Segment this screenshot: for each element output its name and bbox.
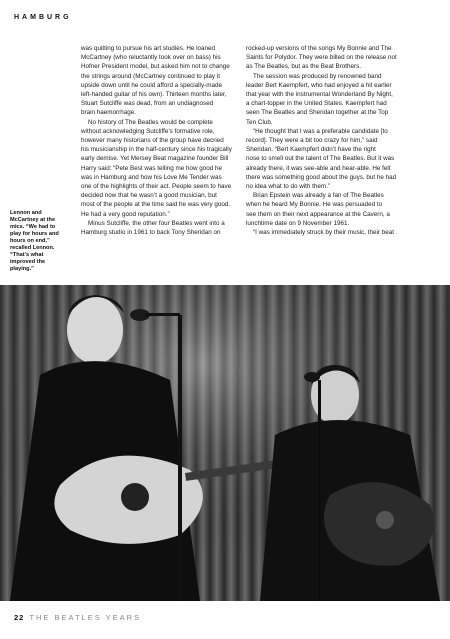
text-line: record]. They were a bit too crazy for him,” said: [246, 137, 378, 145]
text-line: McCartney (who reluctantly took over on bass) his: [81, 54, 221, 62]
text-line: Minus Sutcliffe, the other four Beatles went into a: [88, 219, 225, 227]
text-line: rocked-up versions of the songs My Bonnie and The: [246, 45, 392, 52]
text-line: there was something good about the guys, but he had: [246, 173, 397, 181]
text-line: Hamburg studio in 1961 to back Tony Sheridan on: [81, 229, 221, 237]
text-line: lunchtime date on 9 November 1961.: [246, 219, 350, 227]
text-line: nose to smell out the talent of The Beatles. But it was: [246, 155, 395, 163]
caption-line: McCartney at the: [10, 217, 56, 223]
text-line: was quitting to pursue his art studies. He loaned: [81, 45, 216, 52]
text-line: left-handed guitar of his own). Thirteen months later,: [81, 91, 227, 99]
text-line: that year with the instrumental Wonderland By Night,: [246, 91, 393, 99]
text-line: Harry said: “Pete Best was telling me how good he: [81, 164, 223, 172]
text-line: already there, it was see-able and hear-able. He felt: [246, 164, 391, 172]
caption-line: hours on end,”: [10, 238, 50, 244]
page-number: 22: [14, 613, 25, 622]
text-line: when he heard My Bonnie. He was persuaded to: [246, 201, 383, 209]
caption-line: “That’s what: [10, 252, 44, 258]
text-line: was in Hamburg and how his Love Me Tender was: [81, 173, 222, 181]
text-line: one of the highlights of their act. People seem to have: [81, 183, 232, 191]
text-line: however many historians of the group have decried: [81, 137, 224, 145]
text-line: Stuart Sutcliffe was dead, from an undiagnosed: [81, 100, 214, 108]
text-line: Hofner President model, but asked him not to change: [81, 63, 230, 71]
text-line: no idea what to do with them.”: [246, 183, 331, 191]
text-line: without acknowledging Sutcliffe’s formative role,: [81, 127, 215, 135]
text-line: most of the people at the time said he was very good.: [81, 201, 231, 209]
text-line: seen The Beatles and Sheridan together at the Top: [246, 109, 389, 117]
text-line: Sheridan. “Bert Kaempfert didn’t have the right: [246, 146, 376, 154]
caption-line: Lennon and: [10, 210, 42, 216]
text-line: upside down until he could afford a specially-made: [81, 81, 222, 89]
text-line: his musicianship in the half-century since his tragically: [81, 146, 232, 154]
text-line: as The Beatles, but as the Beat Brothers.: [246, 63, 362, 71]
text-line: “I was immediately struck by their music, their beat: [253, 229, 395, 237]
text-line: see them on their next appearance at the Cavern, a: [246, 210, 390, 218]
text-line: a chart-topper in the United States. Kaempfert had: [246, 100, 387, 108]
caption-line: play for hours and: [10, 231, 59, 237]
text-line: Ten Club.: [246, 118, 273, 126]
text-line: The session was produced by renowned band: [253, 72, 382, 80]
magazine-title: THE BEATLES YEARS: [29, 613, 142, 622]
text-line: Brian Epstein was already a fan of The Beatles: [253, 192, 384, 200]
text-line: brain haemorrhage.: [81, 109, 136, 117]
section-header: HAMBURG: [14, 14, 72, 21]
text-line: He had a very good reputation.”: [81, 210, 170, 218]
caption-line: improved the: [10, 259, 46, 265]
text-line: “He thought that I was a preferable candidate [to: [253, 127, 388, 135]
caption-line: mics. “We had to: [10, 224, 56, 230]
text-line: decided now that he wasn’t a good musician, but: [81, 192, 217, 200]
article-column-right: [246, 44, 411, 237]
caption-line: recalled Lennon.: [10, 245, 55, 251]
text-line: No history of The Beatles would be complete: [88, 118, 213, 126]
text-line: the strings around (McCartney continued to play it: [81, 72, 220, 80]
concert-photo: [0, 285, 450, 601]
text-line: early demise. Yet Mersey Beat magazine founder Bill: [81, 155, 229, 163]
article-column-left: [81, 44, 246, 237]
text-line: Saints for Polydor. They were billed on the release not: [246, 54, 397, 62]
text-line: leader Bert Kaempfert, who had enjoyed a hit earlier: [246, 81, 392, 89]
photo-caption: [10, 210, 66, 273]
page-footer: [14, 613, 141, 622]
caption-line: playing.”: [10, 266, 34, 272]
